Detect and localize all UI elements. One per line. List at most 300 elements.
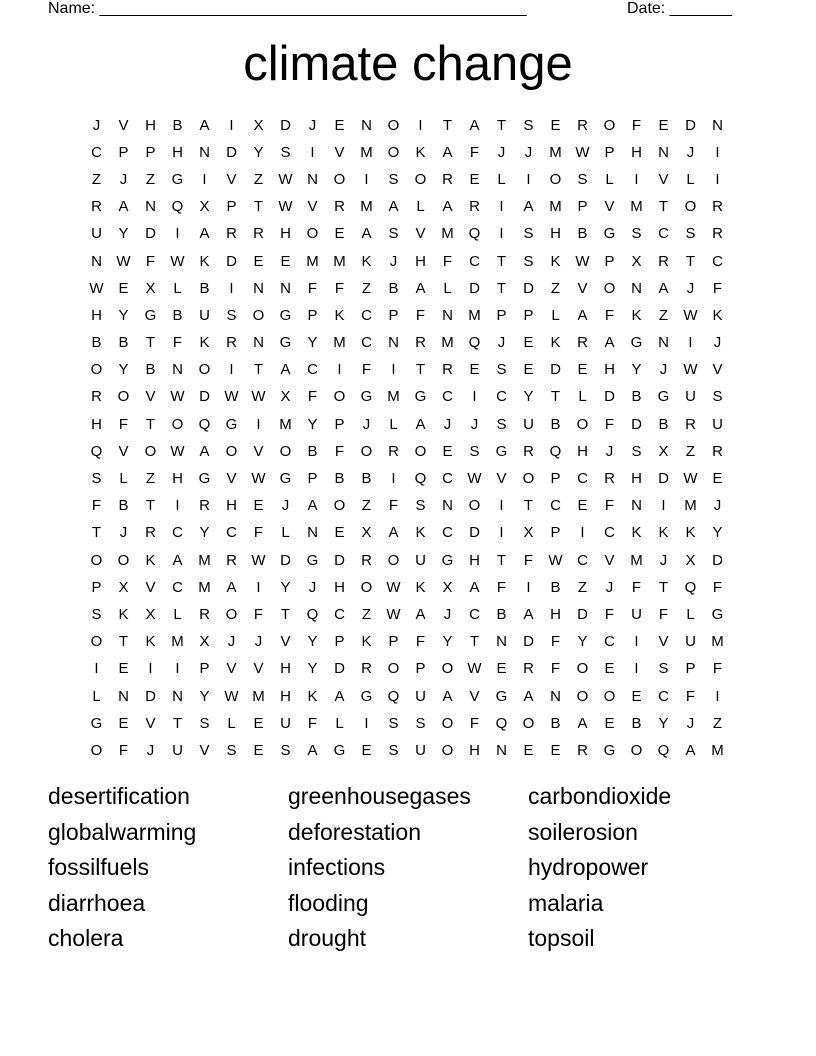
grid-letter: O bbox=[387, 660, 400, 678]
grid-letter: J bbox=[254, 633, 263, 651]
grid-letter: M bbox=[198, 551, 211, 569]
grid-letter: E bbox=[550, 741, 561, 759]
grid-letter: E bbox=[469, 170, 480, 188]
grid-letter: V bbox=[226, 170, 237, 188]
grid-letter: F bbox=[91, 497, 102, 515]
grid-letter: T bbox=[469, 633, 480, 651]
grid-letter: R bbox=[334, 198, 345, 216]
grid-letter: P bbox=[334, 633, 345, 651]
puzzle-title: climate change bbox=[243, 37, 573, 91]
grid-letter: M bbox=[630, 551, 643, 569]
grid-letter: A bbox=[442, 198, 453, 216]
grid-letter: X bbox=[145, 605, 156, 623]
grid-letter: N bbox=[712, 116, 723, 134]
grid-letter: Z bbox=[145, 470, 156, 488]
grid-letter: N bbox=[442, 306, 453, 324]
grid-letter: M bbox=[468, 306, 481, 324]
grid-letter: W bbox=[683, 306, 698, 324]
grid-letter: V bbox=[145, 578, 156, 596]
grid-letter: O bbox=[441, 714, 454, 732]
grid-letter: E bbox=[631, 687, 642, 705]
grid-letter: H bbox=[280, 687, 291, 705]
grid-letter: S bbox=[280, 741, 291, 759]
grid-letter: W bbox=[251, 551, 266, 569]
grid-letter: D bbox=[577, 605, 588, 623]
grid-letter: F bbox=[658, 605, 669, 623]
grid-letter: U bbox=[199, 306, 210, 324]
grid-letter: J bbox=[119, 524, 128, 542]
grid-letter: F bbox=[631, 578, 642, 596]
grid-letter: R bbox=[577, 741, 588, 759]
grid-letter: O bbox=[333, 497, 346, 515]
grid-letter: B bbox=[496, 605, 507, 623]
grid-letter: N bbox=[145, 198, 156, 216]
grid-row bbox=[83, 166, 733, 193]
grid-letter: Y bbox=[253, 143, 264, 161]
grid-letter: Y bbox=[307, 633, 318, 651]
grid-letter: L bbox=[686, 170, 695, 188]
grid-letter: T bbox=[253, 198, 264, 216]
grid-letter: F bbox=[334, 442, 345, 460]
grid-letter: D bbox=[469, 524, 480, 542]
grid-letter: F bbox=[118, 741, 129, 759]
grid-letter: C bbox=[469, 605, 480, 623]
grid-letter: C bbox=[442, 470, 453, 488]
grid-letter: O bbox=[522, 714, 535, 732]
grid-letter: G bbox=[441, 551, 454, 569]
grid-letter: T bbox=[145, 497, 156, 515]
grid-row bbox=[83, 330, 733, 357]
grid-letter: G bbox=[603, 225, 616, 243]
grid-letter: I bbox=[175, 225, 180, 243]
grid-letter: A bbox=[388, 198, 399, 216]
grid-letter: V bbox=[604, 198, 615, 216]
grid-letter: K bbox=[415, 143, 426, 161]
grid-letter: J bbox=[497, 334, 506, 352]
grid-letter: P bbox=[118, 143, 129, 161]
grid-letter: V bbox=[145, 388, 156, 406]
date-field-line: Date: _______ bbox=[627, 0, 732, 17]
grid-letter: E bbox=[118, 660, 129, 678]
grid-letter: F bbox=[442, 252, 453, 270]
grid-letter: X bbox=[685, 551, 696, 569]
grid-letter: M bbox=[630, 198, 643, 216]
grid-letter: F bbox=[307, 714, 318, 732]
grid-letter: U bbox=[685, 633, 696, 651]
word-list-item: infections bbox=[288, 854, 386, 881]
grid-letter: E bbox=[334, 225, 345, 243]
grid-letter: P bbox=[577, 198, 588, 216]
grid-letter: A bbox=[415, 415, 426, 433]
grid-letter: U bbox=[280, 714, 291, 732]
grid-letter: O bbox=[387, 116, 400, 134]
grid-letter: V bbox=[226, 470, 237, 488]
grid-letter: B bbox=[199, 279, 210, 297]
grid-row bbox=[83, 275, 733, 302]
grid-letter: F bbox=[253, 524, 264, 542]
grid-letter: M bbox=[252, 687, 265, 705]
grid-letter: J bbox=[497, 143, 506, 161]
grid-letter: O bbox=[225, 442, 238, 460]
grid-letter: A bbox=[388, 524, 399, 542]
grid-row bbox=[83, 357, 733, 384]
grid-letter: N bbox=[307, 170, 318, 188]
grid-letter: V bbox=[145, 714, 156, 732]
grid-letter: V bbox=[253, 660, 264, 678]
grid-letter: I bbox=[202, 170, 207, 188]
grid-letter: M bbox=[279, 415, 292, 433]
grid-letter: O bbox=[414, 442, 427, 460]
grid-letter: Z bbox=[361, 605, 372, 623]
grid-letter: C bbox=[361, 334, 372, 352]
grid-letter: F bbox=[469, 714, 480, 732]
grid-letter: I bbox=[94, 660, 99, 678]
grid-letter: D bbox=[631, 415, 642, 433]
grid-letter: S bbox=[226, 306, 237, 324]
grid-letter: S bbox=[415, 714, 426, 732]
grid-letter: V bbox=[118, 116, 129, 134]
grid-letter: P bbox=[604, 143, 615, 161]
grid-letter: F bbox=[253, 605, 264, 623]
grid-letter: H bbox=[172, 143, 183, 161]
grid-letter: A bbox=[469, 578, 480, 596]
grid-letter: B bbox=[172, 306, 183, 324]
grid-letter: A bbox=[577, 714, 588, 732]
grid-letter: B bbox=[631, 714, 642, 732]
grid-letter: Q bbox=[549, 442, 562, 460]
grid-letter: Q bbox=[684, 578, 697, 596]
grid-letter: E bbox=[253, 714, 264, 732]
grid-letter: L bbox=[92, 687, 101, 705]
grid-letter: O bbox=[576, 660, 589, 678]
grid-letter: N bbox=[199, 143, 210, 161]
grid-letter: D bbox=[280, 116, 291, 134]
grid-letter: C bbox=[604, 633, 615, 651]
grid-letter: I bbox=[499, 225, 504, 243]
grid-letter: I bbox=[472, 388, 477, 406]
grid-letter: C bbox=[550, 497, 561, 515]
grid-letter: T bbox=[496, 279, 507, 297]
grid-letter: C bbox=[307, 361, 318, 379]
grid-letter: E bbox=[523, 741, 534, 759]
grid-letter: O bbox=[360, 442, 373, 460]
word-list-item: soilerosion bbox=[528, 818, 638, 845]
grid-letter: S bbox=[388, 170, 399, 188]
grid-letter: K bbox=[118, 605, 129, 623]
grid-letter: C bbox=[658, 225, 669, 243]
grid-row bbox=[83, 139, 733, 166]
grid-letter: O bbox=[117, 388, 130, 406]
grid-letter: E bbox=[550, 116, 561, 134]
grid-letter: S bbox=[523, 225, 534, 243]
grid-letter: E bbox=[253, 741, 264, 759]
grid-letter: R bbox=[226, 225, 237, 243]
grid-letter: W bbox=[467, 470, 482, 488]
grid-letter: R bbox=[712, 225, 723, 243]
grid-letter: F bbox=[307, 279, 318, 297]
grid-letter: J bbox=[713, 334, 722, 352]
grid-letter: M bbox=[360, 198, 373, 216]
grid-letter: K bbox=[145, 633, 156, 651]
grid-letter: M bbox=[387, 388, 400, 406]
grid-letter: Q bbox=[306, 605, 319, 623]
grid-letter: N bbox=[388, 334, 399, 352]
grid-letter: Y bbox=[523, 388, 534, 406]
grid-letter: E bbox=[658, 116, 669, 134]
grid-letter: N bbox=[172, 361, 183, 379]
grid-letter: T bbox=[172, 714, 183, 732]
grid-letter: K bbox=[550, 252, 561, 270]
grid-letter: W bbox=[278, 170, 293, 188]
grid-letter: G bbox=[279, 334, 292, 352]
grid-letter: S bbox=[388, 741, 399, 759]
grid-letter: T bbox=[253, 361, 264, 379]
grid-letter: O bbox=[144, 442, 157, 460]
word-list-item: topsoil bbox=[528, 925, 595, 952]
grid-letter: C bbox=[496, 388, 507, 406]
grid-letter: F bbox=[604, 497, 615, 515]
grid-letter: P bbox=[91, 578, 102, 596]
grid-letter: E bbox=[253, 497, 264, 515]
grid-letter: F bbox=[550, 660, 561, 678]
grid-letter: O bbox=[90, 551, 103, 569]
grid-letter: B bbox=[91, 334, 102, 352]
grid-letter: I bbox=[499, 497, 504, 515]
grid-letter: Z bbox=[658, 306, 669, 324]
grid-letter: X bbox=[199, 633, 210, 651]
grid-letter: I bbox=[229, 361, 234, 379]
grid-letter: B bbox=[658, 415, 669, 433]
grid-letter: M bbox=[549, 143, 562, 161]
grid-letter: D bbox=[226, 143, 237, 161]
grid-letter: W bbox=[548, 551, 563, 569]
grid-letter: O bbox=[387, 551, 400, 569]
grid-letter: L bbox=[119, 470, 128, 488]
grid-letter: L bbox=[416, 198, 425, 216]
grid-row bbox=[83, 574, 733, 601]
grid-letter: O bbox=[603, 279, 616, 297]
grid-letter: H bbox=[415, 252, 426, 270]
grid-letter: U bbox=[415, 551, 426, 569]
grid-letter: S bbox=[712, 388, 723, 406]
grid-row bbox=[83, 656, 733, 683]
grid-letter: T bbox=[145, 415, 156, 433]
grid-letter: U bbox=[415, 687, 426, 705]
grid-letter: G bbox=[630, 334, 643, 352]
grid-letter: I bbox=[310, 143, 315, 161]
grid-letter: N bbox=[118, 687, 129, 705]
grid-letter: K bbox=[631, 524, 642, 542]
grid-row bbox=[83, 411, 733, 438]
grid-letter: R bbox=[415, 334, 426, 352]
grid-letter: L bbox=[173, 605, 182, 623]
grid-letter: O bbox=[468, 497, 481, 515]
grid-letter: I bbox=[634, 633, 639, 651]
grid-letter: L bbox=[335, 714, 344, 732]
grid-letter: R bbox=[658, 252, 669, 270]
grid-letter: N bbox=[658, 334, 669, 352]
grid-letter: A bbox=[361, 225, 372, 243]
grid-letter: J bbox=[470, 415, 479, 433]
grid-letter: Y bbox=[307, 415, 318, 433]
grid-letter: W bbox=[683, 470, 698, 488]
grid-letter: S bbox=[658, 660, 669, 678]
grid-letter: Z bbox=[712, 714, 723, 732]
grid-letter: W bbox=[575, 252, 590, 270]
grid-letter: Z bbox=[361, 279, 372, 297]
grid-letter: N bbox=[631, 279, 642, 297]
grid-letter: N bbox=[442, 497, 453, 515]
grid-letter: O bbox=[333, 170, 346, 188]
grid-letter: E bbox=[469, 361, 480, 379]
grid-letter: I bbox=[715, 687, 720, 705]
grid-letter: S bbox=[91, 470, 102, 488]
grid-letter: I bbox=[661, 497, 666, 515]
grid-letter: J bbox=[605, 578, 614, 596]
grid-letter: O bbox=[279, 442, 292, 460]
grid-letter: P bbox=[550, 470, 561, 488]
grid-letter: X bbox=[631, 252, 642, 270]
grid-letter: E bbox=[442, 442, 453, 460]
grid-row bbox=[83, 520, 733, 547]
grid-letter: S bbox=[523, 116, 534, 134]
grid-letter: A bbox=[199, 442, 210, 460]
word-list-item: malaria bbox=[528, 889, 604, 916]
grid-letter: I bbox=[256, 415, 261, 433]
grid-letter: D bbox=[604, 388, 615, 406]
grid-letter: N bbox=[253, 334, 264, 352]
grid-letter: X bbox=[523, 524, 534, 542]
grid-letter: S bbox=[199, 714, 210, 732]
grid-letter: L bbox=[578, 388, 587, 406]
grid-letter: L bbox=[497, 170, 506, 188]
grid-letter: E bbox=[280, 252, 291, 270]
grid-letter: K bbox=[658, 524, 669, 542]
word-list-row bbox=[48, 888, 768, 924]
grid-letter: L bbox=[389, 415, 398, 433]
grid-letter: H bbox=[145, 116, 156, 134]
grid-letter: C bbox=[469, 252, 480, 270]
grid-letter: Z bbox=[253, 170, 264, 188]
grid-letter: X bbox=[280, 388, 291, 406]
grid-letter: H bbox=[631, 470, 642, 488]
grid-letter: J bbox=[686, 279, 695, 297]
grid-letter: V bbox=[469, 687, 480, 705]
grid-letter: D bbox=[145, 687, 156, 705]
grid-letter: Q bbox=[657, 741, 670, 759]
grid-letter: K bbox=[415, 578, 426, 596]
grid-letter: M bbox=[333, 252, 346, 270]
grid-letter: D bbox=[199, 388, 210, 406]
grid-letter: H bbox=[550, 225, 561, 243]
grid-letter: O bbox=[333, 388, 346, 406]
grid-letter: T bbox=[685, 252, 696, 270]
grid-letter: S bbox=[496, 415, 507, 433]
grid-letter: J bbox=[308, 116, 317, 134]
grid-letter: M bbox=[333, 334, 346, 352]
grid-letter: O bbox=[576, 687, 589, 705]
grid-row bbox=[83, 547, 733, 574]
grid-letter: Y bbox=[118, 361, 129, 379]
grid-letter: T bbox=[496, 252, 507, 270]
grid-letter: Q bbox=[387, 687, 400, 705]
grid-letter: Q bbox=[468, 334, 481, 352]
grid-letter: J bbox=[281, 497, 290, 515]
grid-letter: U bbox=[415, 741, 426, 759]
grid-letter: P bbox=[415, 660, 426, 678]
grid-letter: P bbox=[550, 524, 561, 542]
grid-letter: I bbox=[256, 578, 261, 596]
grid-letter: M bbox=[441, 334, 454, 352]
grid-letter: U bbox=[631, 605, 642, 623]
grid-letter: O bbox=[576, 415, 589, 433]
grid-letter: K bbox=[199, 334, 210, 352]
grid-letter: A bbox=[523, 687, 534, 705]
grid-letter: P bbox=[199, 660, 210, 678]
grid-letter: I bbox=[580, 524, 585, 542]
grid-letter: R bbox=[199, 605, 210, 623]
grid-letter: C bbox=[91, 143, 102, 161]
grid-letter: E bbox=[118, 279, 129, 297]
word-list-item: flooding bbox=[288, 889, 369, 916]
grid-letter: R bbox=[361, 660, 372, 678]
grid-letter: M bbox=[198, 578, 211, 596]
grid-letter: N bbox=[253, 279, 264, 297]
grid-letter: T bbox=[550, 388, 561, 406]
grid-letter: L bbox=[551, 306, 560, 324]
grid-letter: S bbox=[226, 741, 237, 759]
word-list-item: deforestation bbox=[288, 818, 421, 845]
grid-letter: M bbox=[441, 225, 454, 243]
grid-letter: S bbox=[469, 442, 480, 460]
grid-letter: D bbox=[469, 279, 480, 297]
grid-letter: O bbox=[198, 361, 211, 379]
grid-letter: Q bbox=[198, 415, 211, 433]
name-field-line: Name: ________________________________________________ bbox=[48, 0, 527, 17]
grid-letter: N bbox=[496, 741, 507, 759]
grid-letter: A bbox=[685, 741, 696, 759]
grid-letter: A bbox=[199, 116, 210, 134]
word-list-item: drought bbox=[288, 925, 367, 952]
grid-letter: R bbox=[91, 198, 102, 216]
grid-letter: S bbox=[388, 225, 399, 243]
grid-letter: Z bbox=[685, 442, 696, 460]
grid-letter: F bbox=[118, 415, 129, 433]
grid-letter: T bbox=[91, 524, 102, 542]
grid-letter: H bbox=[91, 306, 102, 324]
grid-letter: V bbox=[658, 633, 669, 651]
grid-letter: B bbox=[631, 388, 642, 406]
grid-letter: X bbox=[253, 116, 264, 134]
grid-letter: I bbox=[526, 170, 531, 188]
grid-letter: N bbox=[658, 143, 669, 161]
grid-letter: I bbox=[391, 470, 396, 488]
grid-letter: C bbox=[172, 524, 183, 542]
grid-letter: J bbox=[443, 415, 452, 433]
grid-letter: F bbox=[172, 334, 183, 352]
grid-letter: K bbox=[685, 524, 696, 542]
grid-letter: H bbox=[226, 497, 237, 515]
grid-letter: V bbox=[226, 660, 237, 678]
grid-letter: J bbox=[713, 497, 722, 515]
grid-row bbox=[83, 493, 733, 520]
grid-letter: H bbox=[172, 470, 183, 488]
grid-letter: F bbox=[145, 252, 156, 270]
grid-letter: M bbox=[549, 198, 562, 216]
grid-letter: I bbox=[688, 334, 693, 352]
grid-letter: Z bbox=[145, 170, 156, 188]
grid-letter: H bbox=[334, 578, 345, 596]
